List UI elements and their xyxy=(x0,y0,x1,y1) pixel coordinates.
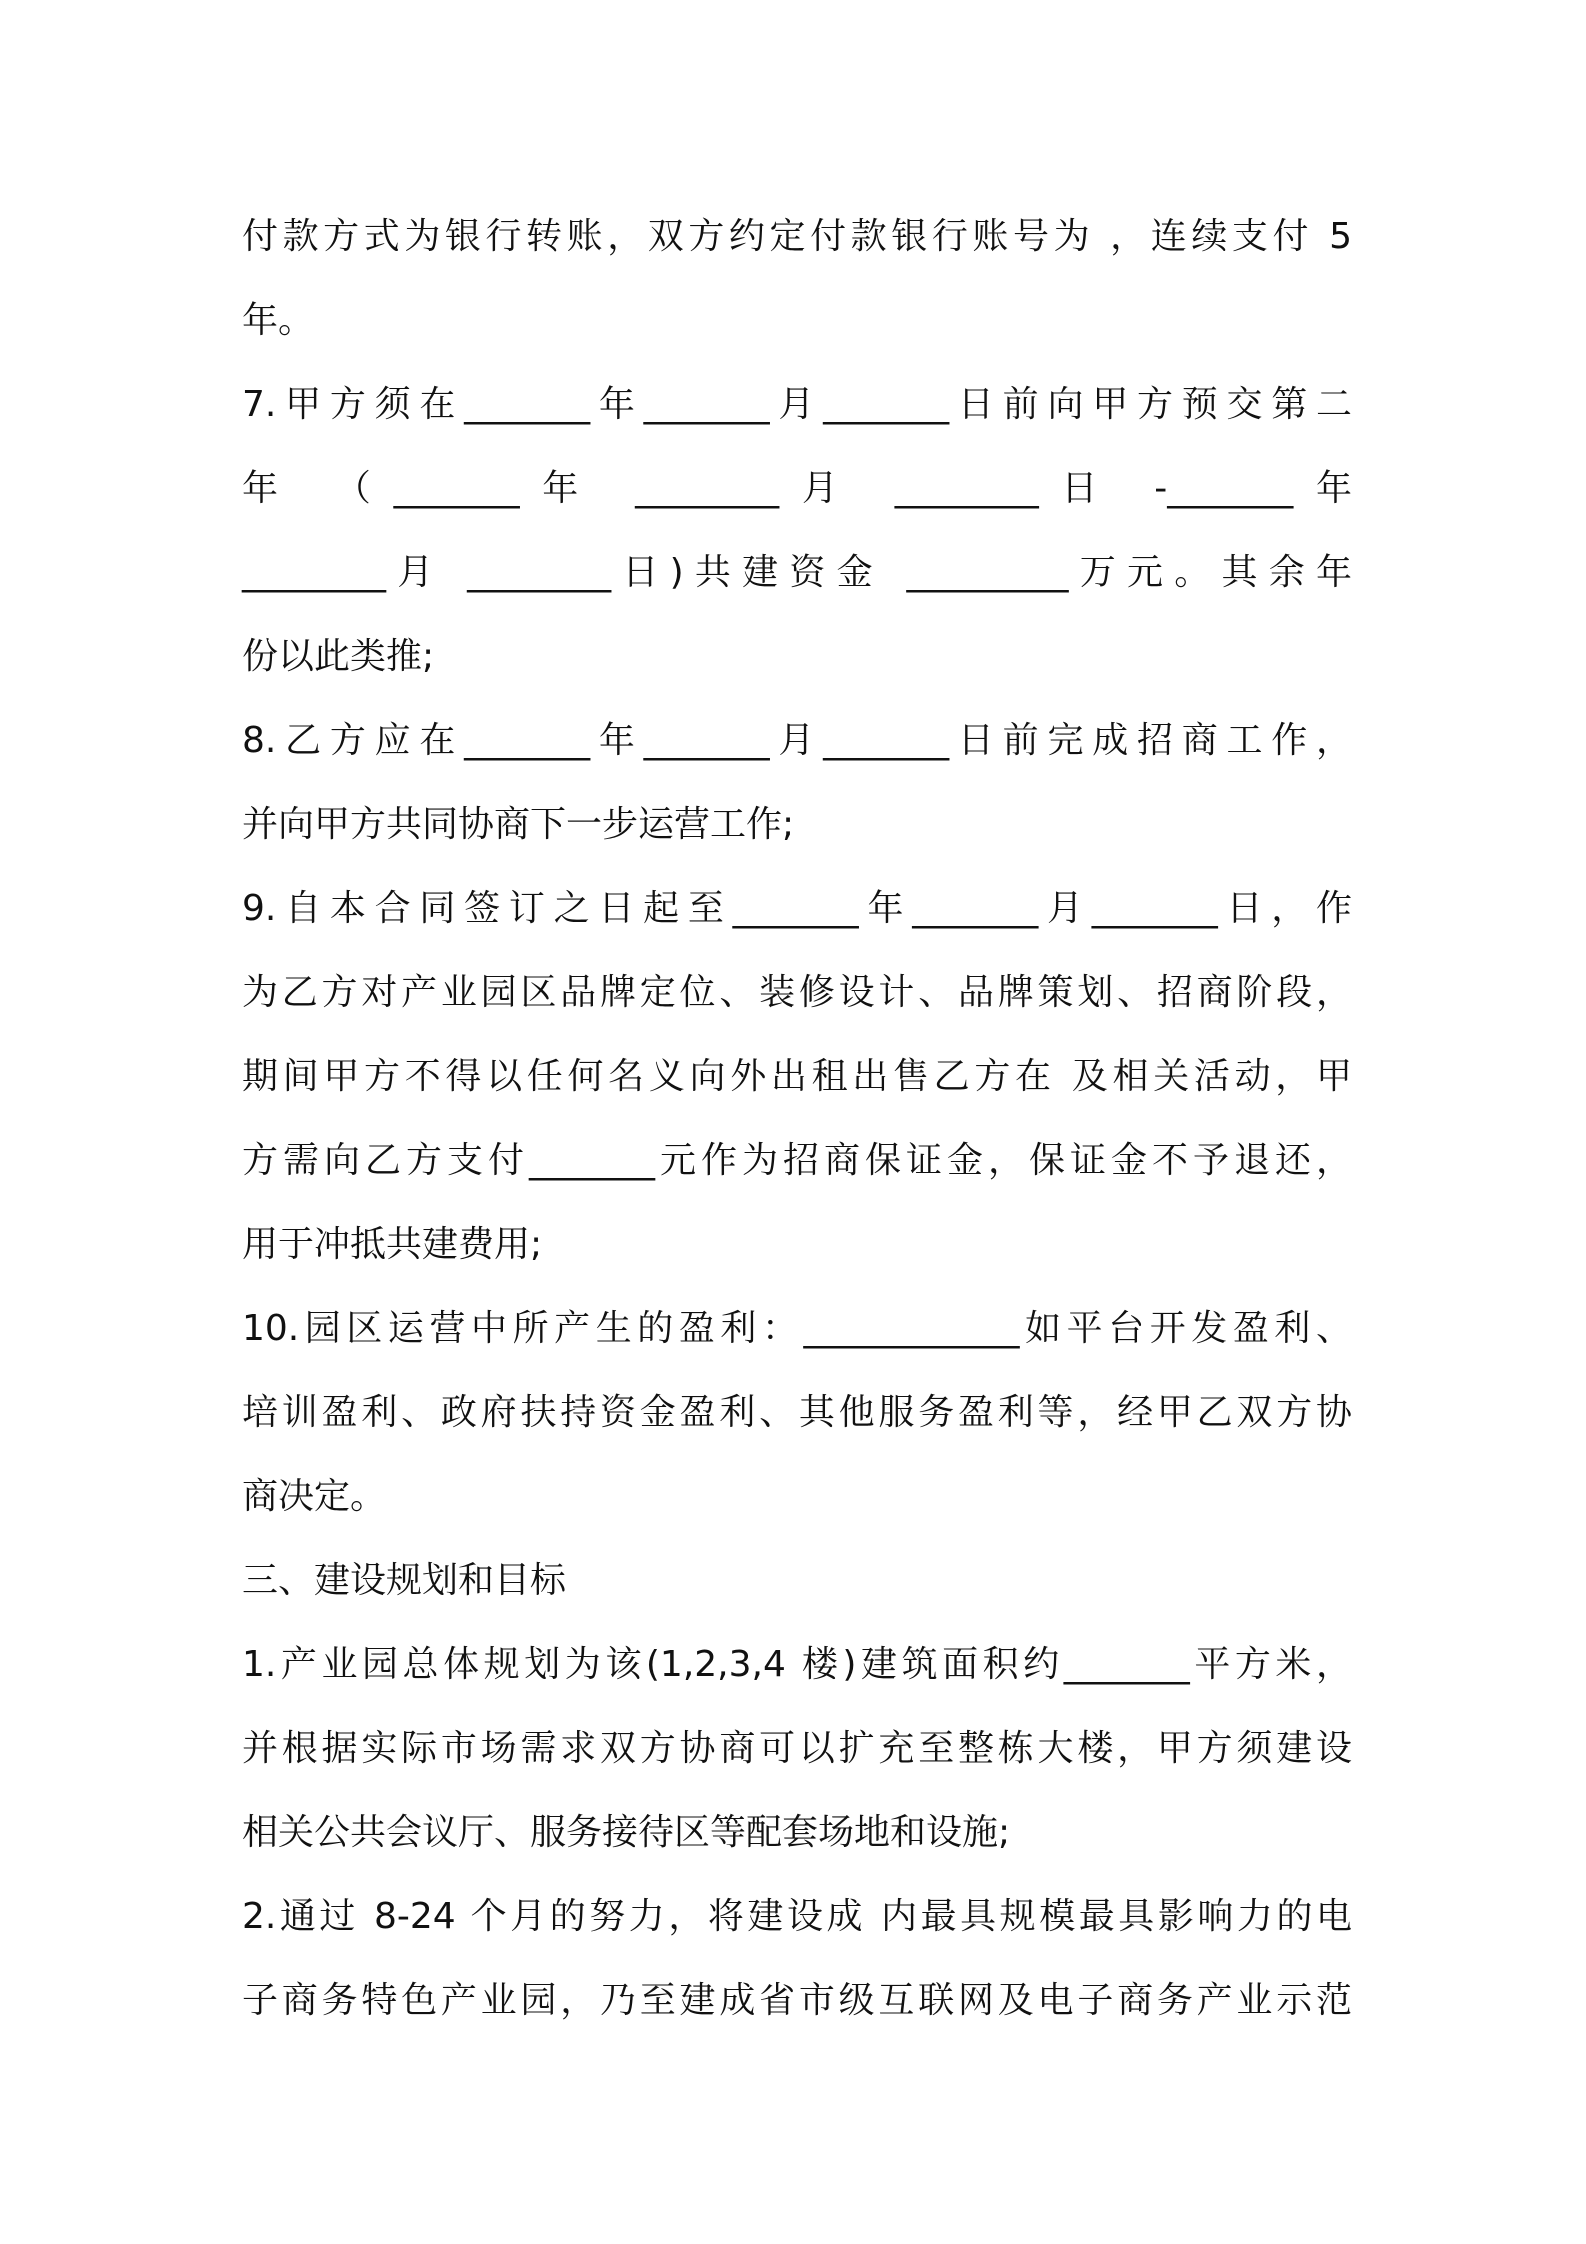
text-line: 方需向乙方支付_______元作为招商保证金，保证金不予退还， xyxy=(242,1140,1352,1181)
text-line: 子商务特色产业园，乃至建成省市级互联网及电子商务产业示范 xyxy=(242,1980,1352,2021)
text-line: 1.产业园总体规划为该(1,2,3,4 楼)建筑面积约_______平方米， xyxy=(242,1644,1352,1685)
text-line: 10.园区运营中所产生的盈利：____________如平台开发盈利、 xyxy=(242,1308,1352,1349)
text-line: 付款方式为银行转账，双方约定付款银行账号为 ，连续支付 5 xyxy=(242,216,1352,257)
text-line: 2.通过 8-24 个月的努力，将建设成 内最具规模最具影响力的电 xyxy=(242,1896,1352,1937)
text-line: 为乙方对产业园区品牌定位、装修设计、品牌策划、招商阶段， xyxy=(242,972,1352,1013)
text-line: 并向甲方共同协商下一步运营工作; xyxy=(242,804,795,845)
text-line: 9.自本合同签订之日起至_______年_______月_______日，作 xyxy=(242,888,1352,929)
text-line: 期间甲方不得以任何名义向外出租出售乙方在 及相关活动，甲 xyxy=(242,1056,1352,1097)
text-line: ________月 ________日)共建资金 _________万元。其余年 xyxy=(242,552,1352,593)
text-line: 年 （_______年 ________月 ________日 -_______年 xyxy=(242,468,1352,509)
document-body xyxy=(242,195,1352,2043)
text-line: 7.甲方须在_______年_______月_______日前向甲方预交第二 xyxy=(242,384,1352,425)
text-line: 8.乙方应在_______年_______月_______日前完成招商工作， xyxy=(242,720,1352,761)
text-line: 培训盈利、政府扶持资金盈利、其他服务盈利等，经甲乙双方协 xyxy=(242,1392,1352,1433)
text-line: 相关公共会议厅、服务接待区等配套场地和设施; xyxy=(242,1812,1011,1853)
text-line: 商决定。 xyxy=(242,1476,387,1517)
text-line: 份以此类推; xyxy=(242,636,435,677)
section-heading: 三、建设规划和目标 xyxy=(242,1560,567,1601)
text-line: 用于冲抵共建费用; xyxy=(242,1224,543,1265)
text-line: 并根据实际市场需求双方协商可以扩充至整栋大楼，甲方须建设 xyxy=(242,1728,1352,1769)
text-line: 年。 xyxy=(242,300,315,341)
